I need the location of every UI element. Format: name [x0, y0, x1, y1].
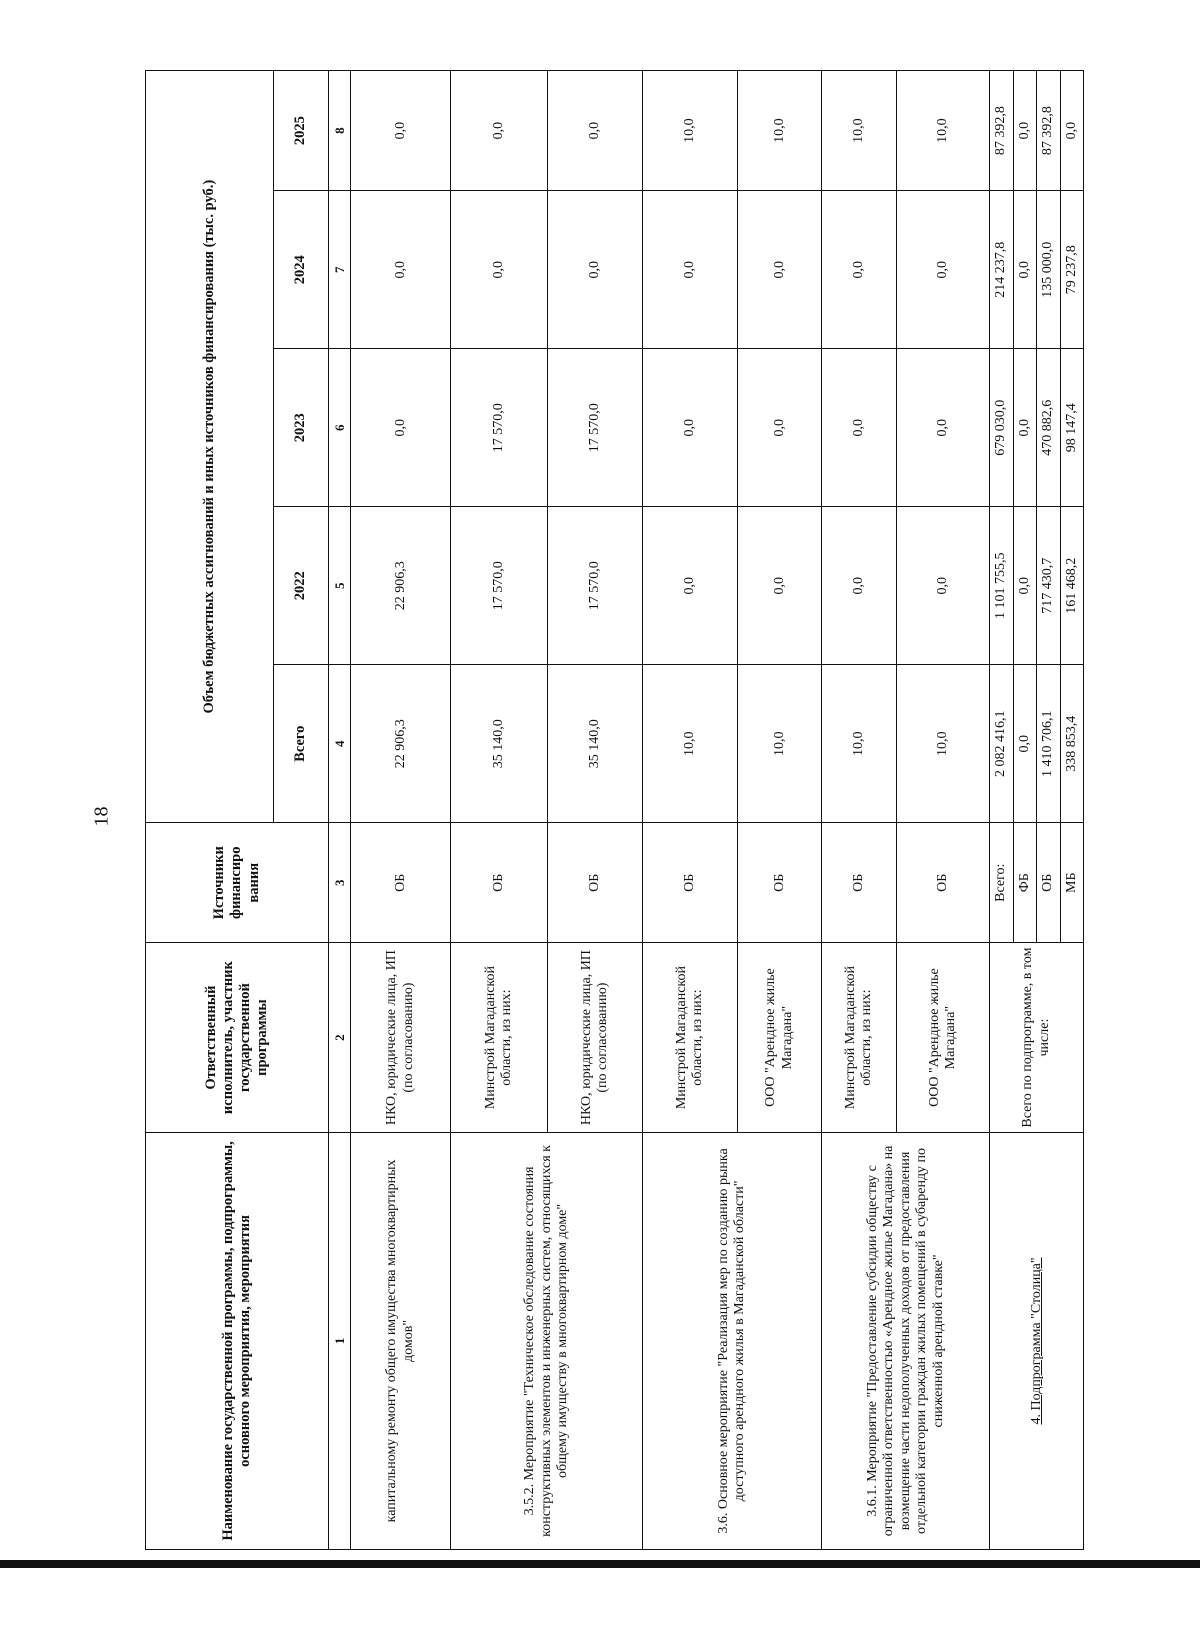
value-cell: 214 237,8 — [990, 191, 1014, 349]
funding-source: ОБ — [643, 823, 738, 943]
value-cell: 17 570,0 — [548, 349, 643, 507]
header-col2: Ответственный исполнитель, участник государственной программы — [146, 943, 329, 1133]
col-num: 8 — [329, 71, 351, 191]
value-cell: 0,0 — [643, 349, 738, 507]
value-cell: 0,0 — [1060, 71, 1084, 191]
funding-source: ОБ — [451, 823, 548, 943]
value-cell: 0,0 — [351, 349, 451, 507]
col-num: 5 — [329, 507, 351, 665]
header-col3: Источники финансиро вания — [146, 823, 329, 943]
value-cell: 0,0 — [897, 191, 990, 349]
subprogram-row — [990, 71, 1014, 1550]
value-cell: 10,0 — [897, 71, 990, 191]
value-cell: 22 906,3 — [351, 507, 451, 665]
value-cell: 35 140,0 — [548, 665, 643, 823]
value-cell: 717 430,7 — [1037, 507, 1061, 665]
value-cell: 0,0 — [822, 349, 897, 507]
value-cell: 17 570,0 — [548, 507, 643, 665]
measure-name: 3.5.2. Мероприятие "Техническое обследование состояния конструктивных элементов и инженерных систем, относящихся к общему имуществу в многоквартирном доме" — [451, 1132, 643, 1549]
executor: НКО, юридические лица, ИП (по согласованию) — [548, 943, 643, 1133]
column-number-row — [329, 71, 351, 1550]
funding-source: ОБ — [548, 823, 643, 943]
value-cell: 0,0 — [548, 191, 643, 349]
value-cell: 87 392,8 — [1037, 71, 1061, 191]
bottom-rule — [0, 1560, 1200, 1568]
value-cell: 22 906,3 — [351, 665, 451, 823]
executor: НКО, юридические лица, ИП (по согласованию) — [351, 943, 451, 1133]
value-cell: 0,0 — [738, 507, 822, 665]
value-cell: 17 570,0 — [451, 349, 548, 507]
value-cell: 79 237,8 — [1060, 191, 1084, 349]
table-row — [451, 71, 548, 1550]
value-cell: 338 853,4 — [1060, 665, 1084, 823]
value-cell: 10,0 — [738, 71, 822, 191]
value-cell: 1 101 755,5 — [990, 507, 1014, 665]
value-cell: 10,0 — [643, 665, 738, 823]
value-cell: 10,0 — [822, 665, 897, 823]
executor: ООО "Арендное жилье Магадана" — [738, 943, 822, 1133]
col-num: 7 — [329, 191, 351, 349]
value-cell: 17 570,0 — [451, 507, 548, 665]
value-cell: 0,0 — [738, 349, 822, 507]
value-cell: 0,0 — [897, 349, 990, 507]
header-volume: Объем бюджетных ассигнований и иных источников финансирования (тыс. руб.) — [146, 71, 274, 823]
funding-source: ОБ — [1037, 823, 1061, 943]
measure-name: 3.6. Основное мероприятие "Реализация мер по созданию рынка доступного арендного жилья в Магаданской области" — [643, 1132, 822, 1549]
value-cell: 0,0 — [643, 191, 738, 349]
table-row — [822, 71, 897, 1550]
financing-table — [145, 70, 1084, 1550]
executor: Минстрой Магаданской области, из них: — [643, 943, 738, 1133]
value-cell: 135 000,0 — [1037, 191, 1061, 349]
value-cell: 10,0 — [738, 665, 822, 823]
value-cell: 161 468,2 — [1060, 507, 1084, 665]
value-cell: 35 140,0 — [451, 665, 548, 823]
value-cell: 0,0 — [738, 191, 822, 349]
header-year-2022: 2022 — [274, 507, 329, 665]
executor: ООО "Арендное жилье Магадана" — [897, 943, 990, 1133]
value-cell: 0,0 — [822, 507, 897, 665]
value-cell: 10,0 — [897, 665, 990, 823]
value-cell: 0,0 — [451, 71, 548, 191]
header-year-2024: 2024 — [274, 191, 329, 349]
value-cell: 0,0 — [643, 507, 738, 665]
header-col1: Наименование государственной программы, подпрограммы, основного мероприятия, мероприятия — [146, 1132, 329, 1549]
value-cell: 0,0 — [351, 71, 451, 191]
value-cell: 0,0 — [1013, 191, 1037, 349]
value-cell: 0,0 — [351, 191, 451, 349]
subprogram-title: 4. Подпрограмма "Столица" — [1028, 1257, 1044, 1425]
funding-source: Всего: — [990, 823, 1014, 943]
funding-source: ФБ — [1013, 823, 1037, 943]
value-cell: 0,0 — [1013, 71, 1037, 191]
col-num: 6 — [329, 349, 351, 507]
measure-name: 3.6.1. Мероприятие "Предоставление субсидии обществу с ограниченной ответственностью «Арендное жилье Магадана» на возмещение части недополученных доходов от предоставления отдельной категории граждан жилых помещений в субаренду по сниженной арендной ставке" — [822, 1132, 990, 1549]
value-cell: 98 147,4 — [1060, 349, 1084, 507]
funding-source: ОБ — [822, 823, 897, 943]
table-row — [351, 71, 451, 1550]
value-cell: 2 082 416,1 — [990, 665, 1014, 823]
funding-source: ОБ — [897, 823, 990, 943]
value-cell: 0,0 — [1013, 665, 1037, 823]
subprogram-executor: Всего по подпрограмме, в том числе: — [990, 943, 1084, 1133]
value-cell: 10,0 — [822, 71, 897, 191]
header-year-2025: 2025 — [274, 71, 329, 191]
executor: Минстрой Магаданской области, из них: — [822, 943, 897, 1133]
value-cell: 0,0 — [822, 191, 897, 349]
funding-source: ОБ — [351, 823, 451, 943]
subprogram-name — [990, 1132, 1084, 1549]
rotated-table-container — [145, 70, 1079, 1550]
header-row — [146, 71, 274, 1550]
value-cell: 0,0 — [1013, 507, 1037, 665]
funding-source: ОБ — [738, 823, 822, 943]
col-num: 1 — [329, 1132, 351, 1549]
rotated-table-inner — [145, 70, 1079, 1550]
table-row — [643, 71, 738, 1550]
value-cell: 0,0 — [548, 71, 643, 191]
value-cell: 1 410 706,1 — [1037, 665, 1061, 823]
value-cell: 0,0 — [451, 191, 548, 349]
funding-source: МБ — [1060, 823, 1084, 943]
value-cell: 87 392,8 — [990, 71, 1014, 191]
header-year-total: Всего — [274, 665, 329, 823]
col-num: 4 — [329, 665, 351, 823]
value-cell: 0,0 — [897, 507, 990, 665]
value-cell: 10,0 — [643, 71, 738, 191]
col-num: 3 — [329, 823, 351, 943]
value-cell: 470 882,6 — [1037, 349, 1061, 507]
value-cell: 679 030,0 — [990, 349, 1014, 507]
value-cell: 0,0 — [1013, 349, 1037, 507]
executor: Минстрой Магаданской области, из них: — [451, 943, 548, 1133]
measure-name: капитальному ремонту общего имущества многоквартирных домов" — [351, 1132, 451, 1549]
header-year-2023: 2023 — [274, 349, 329, 507]
page-number: 18 — [90, 806, 113, 827]
col-num: 2 — [329, 943, 351, 1133]
